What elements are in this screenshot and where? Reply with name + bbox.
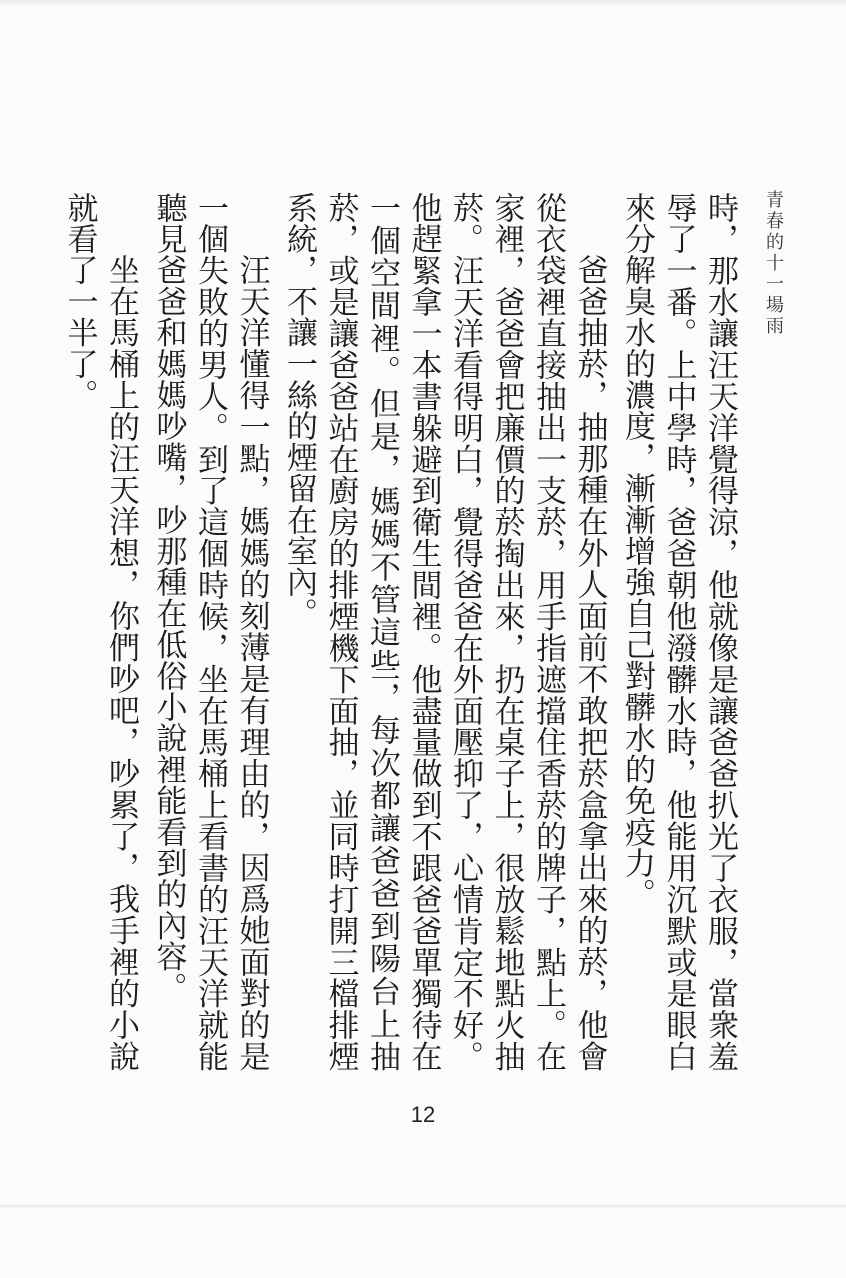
paragraph-3: 汪天洋懂得一點，媽媽的刻薄是有理由的，因爲她面對的是一個失敗的男人。到了這個時候，坐在馬桶上看書的汪天洋就能聽見爸爸和媽媽吵嘴，吵那種在低俗小說裡能看到的內容。 bbox=[150, 192, 270, 1072]
paragraph-1: 時，那水讓汪天洋覺得涼，他就像是讓爸爸扒光了衣服，當衆羞辱了一番。上中學時，爸爸朝他潑髒水時，他能用沉默或是眼白來分解臭水的濃度，漸漸增強自己對髒水的免疫力。 bbox=[619, 192, 738, 1072]
running-head: 青春的十一場雨 bbox=[763, 190, 784, 337]
scan-edge-top bbox=[0, 0, 846, 6]
page-number: 12 bbox=[410, 1102, 436, 1127]
paragraph-4: 坐在馬桶上的汪天洋想，你們吵吧，吵累了，我手裡的小說就看了一半了。 bbox=[61, 192, 139, 1072]
scan-edge-bottom bbox=[0, 1204, 846, 1208]
body-text bbox=[58, 192, 740, 1072]
paragraph-2: 爸爸抽菸，抽那種在外人面前不敢把菸盒拿出來的菸，他會從衣袋裡直接抽出一支菸，用手指遮擋住香菸的牌子，點上。在家裡，爸爸會把廉價的菸掏出來，扔在桌子上，很放鬆地點火抽菸。汪天洋看得明白，覺得爸爸在外面壓抑了，心情肯定不好。他趕緊拿一本書躲避到衛生間裡。他盡量做到不跟爸爸單獨待在一個空間裡。但是，媽媽不管這些，每次都讓爸爸到陽台上抽菸，或是讓爸爸站在廚房的排煙機下面抽，並同時打開三檔排煙系統，不讓一絲的煙留在室內。 bbox=[281, 192, 608, 1072]
